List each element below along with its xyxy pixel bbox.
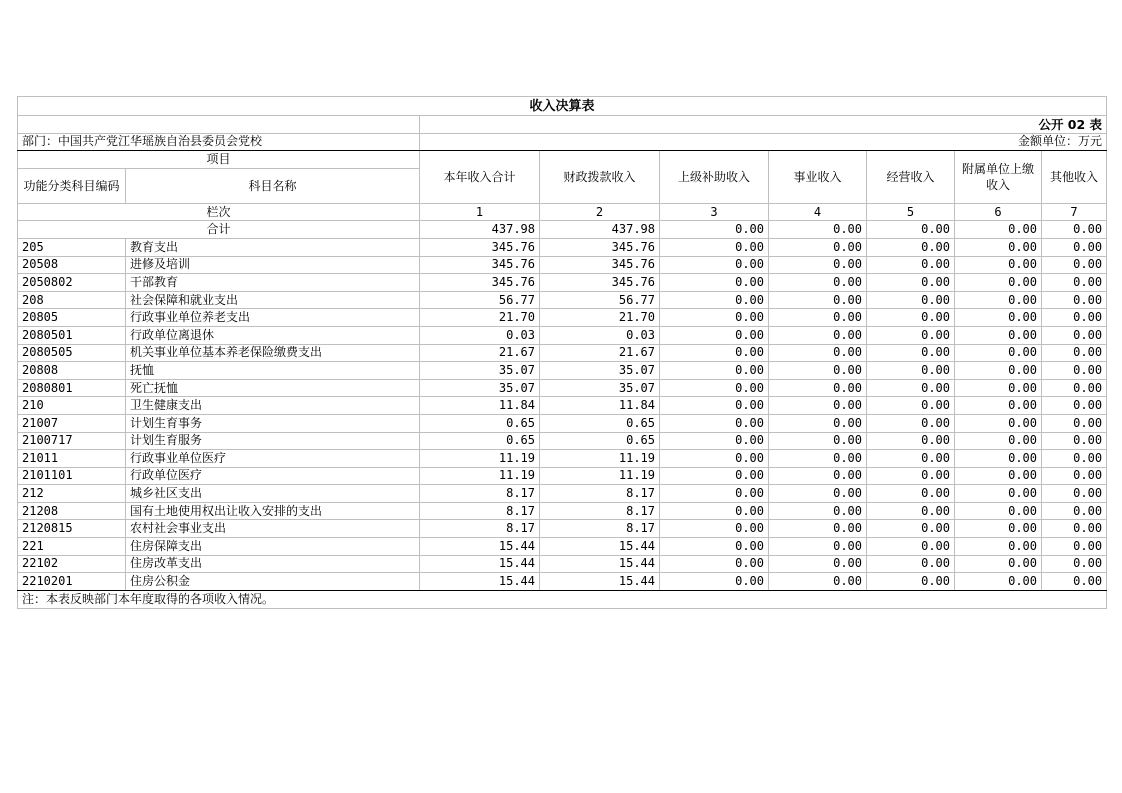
amount-cell: 345.76 <box>540 256 660 274</box>
amount-cell: 0.00 <box>1042 432 1107 450</box>
form-number: 公开 02 表 <box>420 116 1107 134</box>
amount-cell: 0.00 <box>867 309 955 327</box>
amount-cell: 0.00 <box>955 291 1042 309</box>
amount-cell: 0.00 <box>955 379 1042 397</box>
table-row <box>18 291 1107 309</box>
amount-cell: 0.00 <box>769 344 867 362</box>
amount-cell: 0.00 <box>769 467 867 485</box>
amount-cell: 0.00 <box>1042 538 1107 556</box>
amount-cell: 0.00 <box>660 379 769 397</box>
amount-cell: 0.00 <box>660 309 769 327</box>
column-number: 3 <box>660 203 769 221</box>
amount-cell: 0.00 <box>769 502 867 520</box>
amount-cell: 8.17 <box>540 485 660 503</box>
amount-cell: 0.00 <box>867 344 955 362</box>
table-row <box>18 397 1107 415</box>
header-business: 事业收入 <box>769 151 867 204</box>
func-code-cell: 212 <box>18 485 126 503</box>
amount-cell: 0.00 <box>955 450 1042 468</box>
amount-cell: 0.00 <box>769 274 867 292</box>
amount-cell: 0.00 <box>955 502 1042 520</box>
table-row <box>18 256 1107 274</box>
department-label: 部门：中国共产党江华瑶族自治县委员会党校 <box>18 133 420 151</box>
amount-cell: 0.00 <box>660 397 769 415</box>
subject-name-cell: 住房公积金 <box>126 573 420 591</box>
amount-cell: 0.65 <box>540 414 660 432</box>
amount-cell: 0.00 <box>769 414 867 432</box>
amount-cell: 0.00 <box>1042 397 1107 415</box>
amount-cell: 0.65 <box>420 414 540 432</box>
total-value: 437.98 <box>420 221 540 239</box>
amount-cell: 0.00 <box>1042 520 1107 538</box>
table-title: 收入决算表 <box>18 97 1107 116</box>
amount-cell: 0.00 <box>955 573 1042 591</box>
header-total: 本年收入合计 <box>420 151 540 204</box>
subject-name-cell: 死亡抚恤 <box>126 379 420 397</box>
amount-cell: 0.00 <box>769 485 867 503</box>
subject-name-cell: 卫生健康支出 <box>126 397 420 415</box>
amount-cell: 0.00 <box>769 520 867 538</box>
amount-cell: 0.00 <box>660 450 769 468</box>
amount-cell: 0.00 <box>769 362 867 380</box>
amount-cell: 345.76 <box>540 274 660 292</box>
amount-cell: 0.00 <box>867 467 955 485</box>
subject-name-cell: 国有土地使用权出让收入安排的支出 <box>126 502 420 520</box>
func-code-cell: 2210201 <box>18 573 126 591</box>
column-number: 5 <box>867 203 955 221</box>
amount-cell: 0.65 <box>420 432 540 450</box>
func-code-cell: 2080501 <box>18 326 126 344</box>
amount-cell: 0.00 <box>867 238 955 256</box>
amount-cell: 0.00 <box>1042 274 1107 292</box>
amount-cell: 0.00 <box>955 555 1042 573</box>
subject-name-cell: 住房保障支出 <box>126 538 420 556</box>
table-row <box>18 538 1107 556</box>
unit-label: 金额单位：万元 <box>420 133 1107 151</box>
amount-cell: 0.00 <box>955 520 1042 538</box>
table-row <box>18 344 1107 362</box>
amount-cell: 0.00 <box>1042 256 1107 274</box>
subject-name-cell: 计划生育事务 <box>126 414 420 432</box>
amount-cell: 0.00 <box>867 502 955 520</box>
amount-cell: 8.17 <box>420 485 540 503</box>
table-row <box>18 379 1107 397</box>
amount-cell: 0.00 <box>1042 238 1107 256</box>
amount-cell: 0.00 <box>955 432 1042 450</box>
amount-cell: 0.00 <box>955 397 1042 415</box>
subject-name-cell: 农村社会事业支出 <box>126 520 420 538</box>
amount-cell: 15.44 <box>420 573 540 591</box>
func-code-cell: 2101101 <box>18 467 126 485</box>
amount-cell: 0.00 <box>1042 467 1107 485</box>
subject-name-cell: 计划生育服务 <box>126 432 420 450</box>
subject-name-cell: 城乡社区支出 <box>126 485 420 503</box>
table-row <box>18 555 1107 573</box>
amount-cell: 11.19 <box>420 450 540 468</box>
amount-cell: 0.00 <box>769 291 867 309</box>
amount-cell: 0.00 <box>769 397 867 415</box>
amount-cell: 21.70 <box>540 309 660 327</box>
amount-cell: 0.00 <box>660 538 769 556</box>
header-affiliated: 附属单位上缴收入 <box>955 151 1042 204</box>
amount-cell: 0.00 <box>955 485 1042 503</box>
amount-cell: 0.00 <box>867 555 955 573</box>
amount-cell: 0.00 <box>660 291 769 309</box>
amount-cell: 0.00 <box>1042 555 1107 573</box>
amount-cell: 15.44 <box>540 538 660 556</box>
amount-cell: 11.84 <box>540 397 660 415</box>
func-code-cell: 21011 <box>18 450 126 468</box>
amount-cell: 0.00 <box>955 362 1042 380</box>
amount-cell: 0.00 <box>769 326 867 344</box>
amount-cell: 0.00 <box>867 520 955 538</box>
amount-cell: 345.76 <box>420 238 540 256</box>
amount-cell: 0.00 <box>660 432 769 450</box>
amount-cell: 345.76 <box>420 274 540 292</box>
amount-cell: 0.00 <box>769 450 867 468</box>
func-code-cell: 2050802 <box>18 274 126 292</box>
amount-cell: 11.19 <box>540 450 660 468</box>
amount-cell: 0.00 <box>769 573 867 591</box>
amount-cell: 0.00 <box>955 274 1042 292</box>
total-value: 0.00 <box>955 221 1042 239</box>
amount-cell: 0.00 <box>867 274 955 292</box>
amount-cell: 0.00 <box>660 520 769 538</box>
amount-cell: 15.44 <box>540 555 660 573</box>
amount-cell: 0.00 <box>867 362 955 380</box>
column-number: 4 <box>769 203 867 221</box>
amount-cell: 0.00 <box>769 555 867 573</box>
amount-cell: 0.00 <box>955 538 1042 556</box>
subject-name-cell: 干部教育 <box>126 274 420 292</box>
amount-cell: 21.67 <box>540 344 660 362</box>
amount-cell: 0.00 <box>1042 485 1107 503</box>
amount-cell: 0.00 <box>769 256 867 274</box>
amount-cell: 0.00 <box>955 344 1042 362</box>
amount-cell: 35.07 <box>540 379 660 397</box>
column-number-label: 栏次 <box>18 203 420 221</box>
amount-cell: 0.00 <box>867 414 955 432</box>
func-code-cell: 2120815 <box>18 520 126 538</box>
total-value: 0.00 <box>1042 221 1107 239</box>
amount-cell: 0.00 <box>660 238 769 256</box>
table-row <box>18 573 1107 591</box>
header-func-code: 功能分类科目编码 <box>18 168 126 203</box>
header-operating: 经营收入 <box>867 151 955 204</box>
amount-cell: 0.00 <box>1042 573 1107 591</box>
amount-cell: 0.00 <box>769 238 867 256</box>
amount-cell: 0.00 <box>769 379 867 397</box>
amount-cell: 0.03 <box>540 326 660 344</box>
amount-cell: 0.00 <box>867 326 955 344</box>
table-row <box>18 274 1107 292</box>
amount-cell: 0.03 <box>420 326 540 344</box>
amount-cell: 8.17 <box>540 520 660 538</box>
total-value: 0.00 <box>660 221 769 239</box>
func-code-cell: 2080505 <box>18 344 126 362</box>
amount-cell: 15.44 <box>420 555 540 573</box>
amount-cell: 0.00 <box>1042 502 1107 520</box>
income-statement-sheet <box>17 96 1106 609</box>
amount-cell: 0.00 <box>660 555 769 573</box>
amount-cell: 0.00 <box>660 502 769 520</box>
func-code-cell: 20808 <box>18 362 126 380</box>
amount-cell: 0.00 <box>769 309 867 327</box>
subject-name-cell: 住房改革支出 <box>126 555 420 573</box>
amount-cell: 0.00 <box>1042 344 1107 362</box>
amount-cell: 56.77 <box>540 291 660 309</box>
amount-cell: 0.00 <box>660 326 769 344</box>
column-number: 1 <box>420 203 540 221</box>
table-note: 注：本表反映部门本年度取得的各项收入情况。 <box>18 590 1107 608</box>
amount-cell: 0.00 <box>867 538 955 556</box>
amount-cell: 0.00 <box>955 309 1042 327</box>
func-code-cell: 21208 <box>18 502 126 520</box>
func-code-cell: 20508 <box>18 256 126 274</box>
amount-cell: 0.00 <box>660 467 769 485</box>
total-value: 0.00 <box>769 221 867 239</box>
column-number: 7 <box>1042 203 1107 221</box>
amount-cell: 0.65 <box>540 432 660 450</box>
amount-cell: 0.00 <box>867 291 955 309</box>
amount-cell: 0.00 <box>955 326 1042 344</box>
total-value: 437.98 <box>540 221 660 239</box>
amount-cell: 8.17 <box>420 520 540 538</box>
table-row <box>18 432 1107 450</box>
header-fiscal: 财政拨款收入 <box>540 151 660 204</box>
amount-cell: 345.76 <box>540 238 660 256</box>
subject-name-cell: 社会保障和就业支出 <box>126 291 420 309</box>
amount-cell: 8.17 <box>420 502 540 520</box>
table-row <box>18 414 1107 432</box>
table-row <box>18 326 1107 344</box>
amount-cell: 21.67 <box>420 344 540 362</box>
table-row <box>18 520 1107 538</box>
amount-cell: 0.00 <box>867 256 955 274</box>
subject-name-cell: 行政单位医疗 <box>126 467 420 485</box>
amount-cell: 0.00 <box>867 573 955 591</box>
total-value: 0.00 <box>867 221 955 239</box>
amount-cell: 11.19 <box>540 467 660 485</box>
amount-cell: 0.00 <box>660 485 769 503</box>
amount-cell: 0.00 <box>867 450 955 468</box>
amount-cell: 0.00 <box>660 573 769 591</box>
column-number-row <box>18 203 1107 221</box>
header-subject-name: 科目名称 <box>126 168 420 203</box>
total-row <box>18 221 1107 239</box>
table-row <box>18 309 1107 327</box>
func-code-cell: 205 <box>18 238 126 256</box>
table-row <box>18 450 1107 468</box>
amount-cell: 0.00 <box>955 467 1042 485</box>
amount-cell: 0.00 <box>660 274 769 292</box>
table-row <box>18 362 1107 380</box>
func-code-cell: 2080801 <box>18 379 126 397</box>
amount-cell: 0.00 <box>660 414 769 432</box>
amount-cell: 56.77 <box>420 291 540 309</box>
func-code-cell: 2100717 <box>18 432 126 450</box>
header-superior: 上级补助收入 <box>660 151 769 204</box>
amount-cell: 0.00 <box>867 379 955 397</box>
subject-name-cell: 行政事业单位医疗 <box>126 450 420 468</box>
table-row <box>18 485 1107 503</box>
amount-cell: 35.07 <box>420 362 540 380</box>
amount-cell: 0.00 <box>660 256 769 274</box>
amount-cell: 345.76 <box>420 256 540 274</box>
func-code-cell: 22102 <box>18 555 126 573</box>
amount-cell: 0.00 <box>867 485 955 503</box>
subject-name-cell: 行政单位离退休 <box>126 326 420 344</box>
amount-cell: 0.00 <box>660 344 769 362</box>
subject-name-cell: 教育支出 <box>126 238 420 256</box>
amount-cell: 35.07 <box>420 379 540 397</box>
amount-cell: 15.44 <box>420 538 540 556</box>
amount-cell: 0.00 <box>955 256 1042 274</box>
subject-name-cell: 行政事业单位养老支出 <box>126 309 420 327</box>
amount-cell: 0.00 <box>660 362 769 380</box>
func-code-cell: 20805 <box>18 309 126 327</box>
func-code-cell: 208 <box>18 291 126 309</box>
amount-cell: 8.17 <box>540 502 660 520</box>
func-code-cell: 221 <box>18 538 126 556</box>
amount-cell: 0.00 <box>1042 362 1107 380</box>
subject-name-cell: 机关事业单位基本养老保险缴费支出 <box>126 344 420 362</box>
column-number: 2 <box>540 203 660 221</box>
amount-cell: 0.00 <box>867 397 955 415</box>
amount-cell: 15.44 <box>540 573 660 591</box>
amount-cell: 0.00 <box>1042 450 1107 468</box>
subject-name-cell: 抚恤 <box>126 362 420 380</box>
amount-cell: 0.00 <box>867 432 955 450</box>
amount-cell: 21.70 <box>420 309 540 327</box>
header-other: 其他收入 <box>1042 151 1107 204</box>
income-table <box>17 96 1107 609</box>
amount-cell: 0.00 <box>955 238 1042 256</box>
amount-cell: 11.84 <box>420 397 540 415</box>
amount-cell: 0.00 <box>955 414 1042 432</box>
amount-cell: 35.07 <box>540 362 660 380</box>
amount-cell: 0.00 <box>1042 379 1107 397</box>
header-item: 项目 <box>18 151 420 169</box>
amount-cell: 11.19 <box>420 467 540 485</box>
amount-cell: 0.00 <box>769 538 867 556</box>
table-row <box>18 467 1107 485</box>
subject-name-cell: 进修及培训 <box>126 256 420 274</box>
amount-cell: 0.00 <box>769 432 867 450</box>
func-code-cell: 21007 <box>18 414 126 432</box>
amount-cell: 0.00 <box>1042 414 1107 432</box>
table-row <box>18 502 1107 520</box>
amount-cell: 0.00 <box>1042 291 1107 309</box>
table-row <box>18 238 1107 256</box>
amount-cell: 0.00 <box>1042 326 1107 344</box>
amount-cell: 0.00 <box>1042 309 1107 327</box>
column-number: 6 <box>955 203 1042 221</box>
total-label: 合计 <box>18 221 420 239</box>
func-code-cell: 210 <box>18 397 126 415</box>
